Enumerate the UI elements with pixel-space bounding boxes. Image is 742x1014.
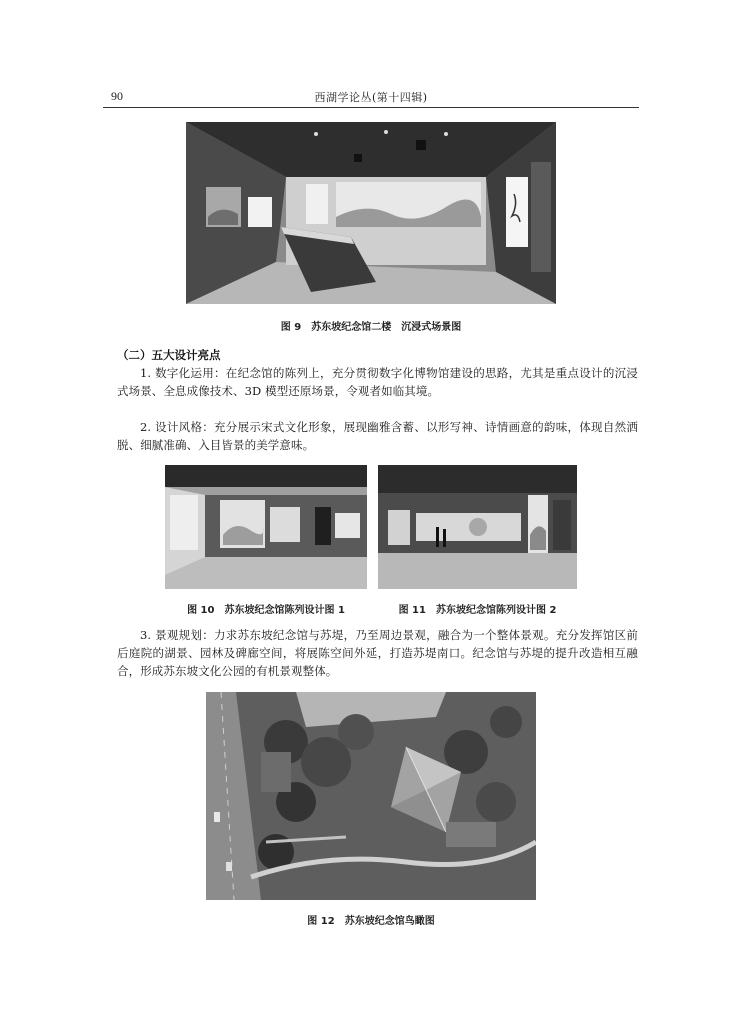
paragraph-style: 2. 设计风格：充分展示宋式文化形象，展现幽雅含蓄、以形写神、诗情画意的韵味，体现自然洒脱、细腻准确、入目皆景的美学意味。 [117, 420, 638, 452]
figure-11-caption: 图 11 苏东坡纪念馆陈列设计图 2 [398, 605, 557, 616]
figure-9-image [186, 122, 556, 304]
journal-title: 西湖学论丛(第十四辑) [314, 91, 428, 104]
figure-11-image [378, 465, 577, 589]
section-heading: （二）五大设计亮点 [117, 348, 221, 362]
figure-10-caption: 图 10 苏东坡纪念馆陈列设计图 1 [187, 605, 345, 616]
figure-10-image [165, 465, 367, 589]
running-header [103, 87, 639, 108]
figure-12-caption: 图 12 苏东坡纪念馆鸟瞰图 [307, 916, 435, 927]
paragraph-digital: 1. 数字化运用：在纪念馆的陈列上，充分贯彻数字化博物馆建设的思路，尤其是重点设计的沉浸式场景、全息成像技术、3D 模型还原场景，令观者如临其境。 [117, 366, 638, 398]
figure-9-caption: 图 9 苏东坡纪念馆二楼 沉浸式场景图 [280, 322, 462, 333]
page-number: 90 [111, 89, 123, 103]
paragraph-landscape: 3. 景观规划：力求苏东坡纪念馆与苏堤，乃至周边景观，融合为一个整体景观。充分发挥馆区前后庭院的湖景、园林及碑廊空间，将展陈空间外延，打造苏堤南口。纪念馆与苏堤的提升改造相互融合，形成苏东坡文化公园的有机景观整体。 [117, 628, 638, 678]
figure-12-image [206, 692, 536, 900]
